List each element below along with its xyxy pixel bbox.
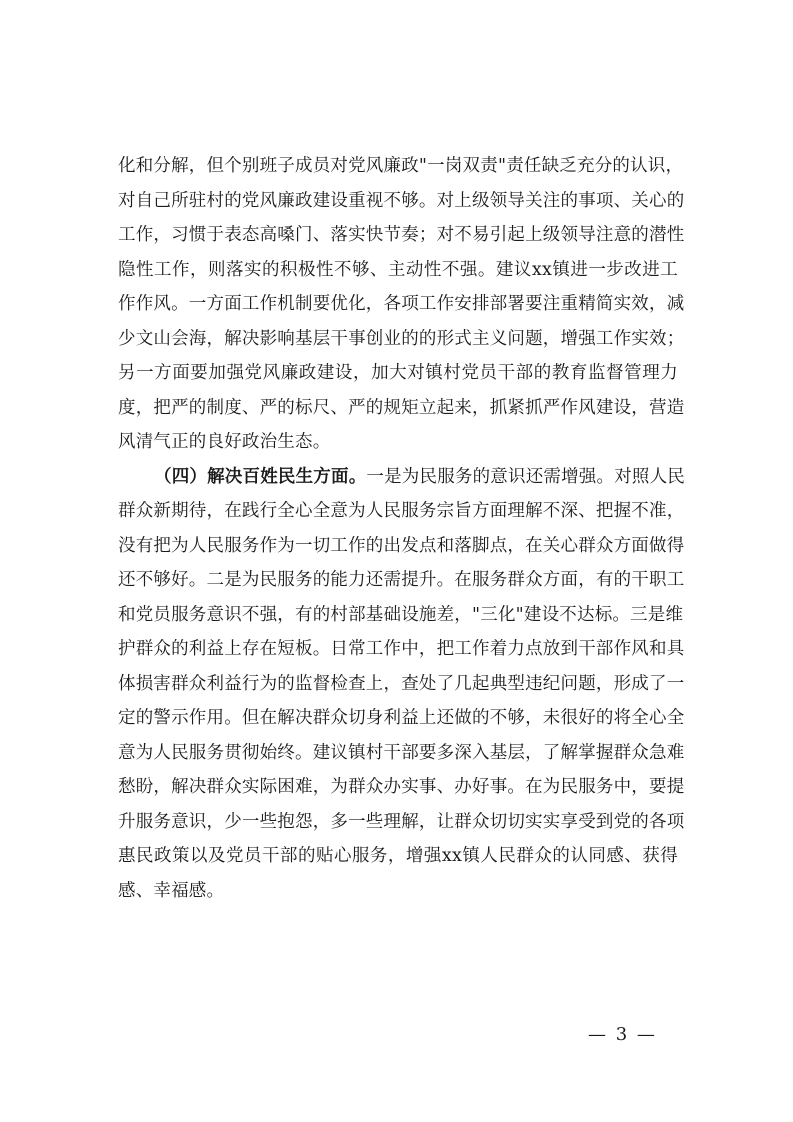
text-line: 体损害群众利益行为的监督检查上，查处了几起典型违纪问题，形成了一 (118, 673, 685, 694)
text-line: 化和分解，但个别班子成员对党风廉政"一岗双责"责任缺乏充分的认识， (118, 156, 684, 176)
text-line: 意为人民服务贯彻始终。建议镇村干部要多深入基层，了解掌握群众急难 (118, 742, 685, 763)
text-line: 另一方面要加强党风廉政建设，加大对镇村党员干部的教育监督管理力 (118, 363, 678, 383)
document-body (118, 149, 686, 908)
section-heading: （四）解决百姓民生方面。 (154, 466, 367, 487)
text-line: 少文山会海，解决影响基层干事创业的的形式主义问题，增强工作实效； (118, 328, 685, 349)
text-line: 升服务意识，少一些抱怨，多一些理解，让群众切切实实享受到党的各项 (118, 811, 685, 832)
text-line: 群众新期待，在践行全心全意为人民服务宗旨方面理解不深、把握不准， (118, 501, 685, 521)
text-line: 风清气正的良好政治生态。 (118, 432, 331, 452)
text-line: 工作，习惯于表态高嗓门、落实快节奏；对不易引起上级领导注意的潜性 (118, 225, 685, 245)
paragraph-work-style (118, 149, 685, 460)
text-run: 一是为民服务的意识还需增强。对照人民 (366, 466, 686, 487)
text-line: 作作风。一方面工作机制要优化，各项工作安排部署要注重精简实效，减 (118, 294, 685, 314)
text-line: 愁盼，解决群众实际困难，为群众办实事、办好事。在为民服务中，要提 (118, 777, 685, 797)
text-line: 定的警示作用。但在解决群众切身利益上还做的不够，未很好的将全心全 (118, 708, 685, 728)
text-line: 对自己所驻村的党风廉政建设重视不够。对上级领导关注的事项、关心的 (118, 190, 685, 211)
text-line: 没有把为人民服务作为一切工作的出发点和落脚点，在关心群众方面做得 (118, 535, 685, 556)
paragraph-first-line (118, 460, 686, 495)
text-line: 度，把严的制度、严的标尺、严的规矩立起来，抓紧抓严作风建设，营造 (118, 397, 685, 418)
page-number: — 3 — (588, 1024, 657, 1045)
text-line: 和党员服务意识不强，有的村部基础设施差，"三化"建设不达标。三是维 (118, 604, 684, 625)
text-line: 感、幸福感。 (118, 880, 225, 901)
text-line: 隐性工作，则落实的积极性不够、主动性不强。建议xx镇进一步改进工 (118, 259, 678, 280)
paragraph-livelihood (118, 460, 686, 909)
text-line: 惠民政策以及党员干部的贴心服务，增强xx镇人民群众的认同感、获得 (118, 846, 678, 866)
text-line: 还不够好。二是为民服务的能力还需提升。在服务群众方面，有的干职工 (118, 570, 685, 590)
text-line: 护群众的利益上存在短板。日常工作中，把工作着力点放到干部作风和具 (118, 639, 685, 659)
